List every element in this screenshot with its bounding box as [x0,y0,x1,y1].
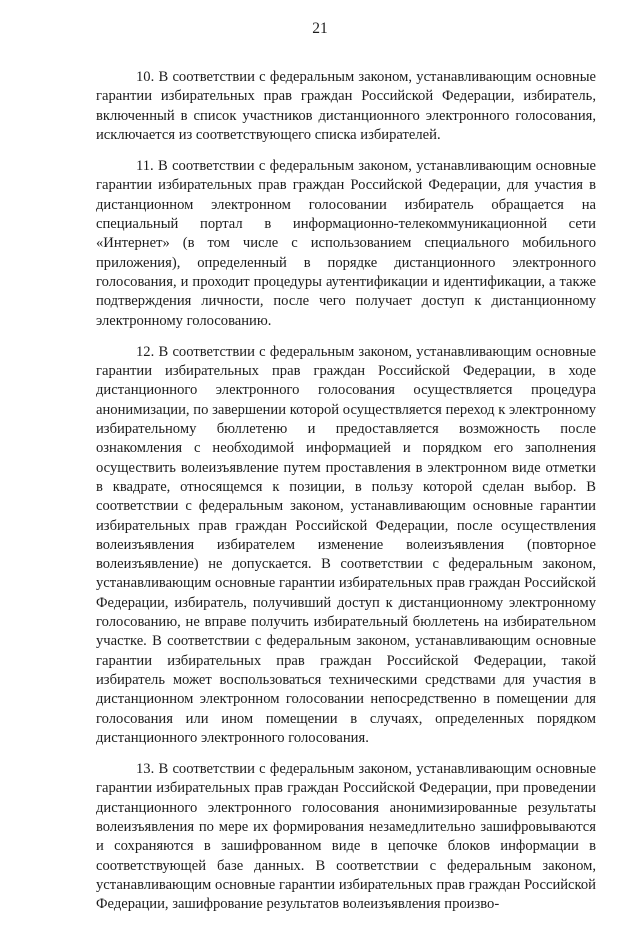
paragraph-12: 12. В соответствии с федеральным законом, устанавливающим основные гарантии избирательных прав граждан Российской Федерации, в ходе дистанционного электронного голосования осуществляется процедура анонимизации, по завершении которой осуществляется переход к электронному избирательному бюллетеню и предоставляется возможность после ознакомления с необходимой информацией и порядком его заполнения осуществить волеизъявление путем проставления в электронном виде отметки в квадрате, относящемся к позиции, в пользу которой сделан выбор. В соответствии с федеральным законом, устанавливающим основные гарантии избирательных прав граждан Российской Федерации, после осуществления волеизъявления избирателем изменение волеизъявления (повторное волеизъявление) не допускается. В соответствии с федеральным законом, устанавливающим основные гарантии избирательных прав граждан Российской Федерации, избиратель, получивший доступ к дистанционному электронному голосованию, не вправе получить избирательный бюллетень на избирательном участке. В соответствии с федеральным законом, устанавливающим основные гарантии избирательных прав граждан Российской Федерации, такой избиратель может воспользоваться техническими средствами для участия в дистанционном электронном голосовании непосредственно в помещении для голосования или ином помещении в случаях, определенных порядком дистанционного электронного голосования. [96,343,596,746]
paragraph-11: 11. В соответствии с федеральным законом, устанавливающим основные гарантии избирательных прав граждан Российской Федерации, для участия в дистанционном электронном голосовании избиратель обращается на специальный портал в информационно-телекоммуникационной сети «Интернет» (в том числе с использованием специального мобильного приложения), определенный в порядке дистанционного электронного голосования, и проходит процедуры аутентификации и идентификации, а также подтверждения личности, после чего получает доступ к дистанционному электронному голосованию. [96,158,596,329]
paragraph-10: 10. В соответствии с федеральным законом, устанавливающим основные гарантии избирательных прав граждан Российской Федерации, избиратель, включенный в список участников дистанционного электронного голосования, исключается из соответствующего списка избирателей. [96,69,596,143]
paragraph-13: 13. В соответствии с федеральным законом, устанавливающим основные гарантии избирательных прав граждан Российской Федерации, при проведении дистанционного электронного голосования анонимизированные результаты волеизъявления по мере их формирования незамедлительно зашифровываются и сохраняются в зашифрованном виде в цепочке блоков информации в соответствующей базе данных. В соответствии с федеральным законом, устанавливающим основные гарантии избирательных прав граждан Российской Федерации, зашифрование результатов волеизъявления произво- [96,761,596,913]
page-number: 21 [312,20,328,37]
document-body [96,68,596,926]
